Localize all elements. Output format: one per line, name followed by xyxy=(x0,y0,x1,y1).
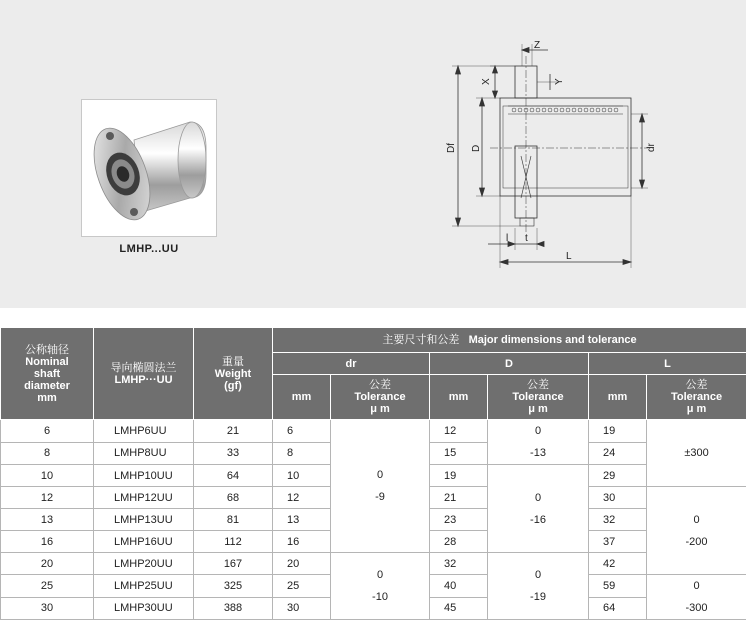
weight-cell: 112 xyxy=(194,531,273,553)
weight-cell: 388 xyxy=(194,597,273,620)
d-tolerance-group1: 0 -13 xyxy=(488,420,589,465)
l-mm-cell: 64 xyxy=(589,597,647,620)
dr-mm-cell: 20 xyxy=(273,553,331,575)
header-model: 导向椭圆法兰 LMHP···UU xyxy=(94,328,194,420)
d-mm-cell: 32 xyxy=(430,553,488,575)
shaft-cell: 8 xyxy=(1,442,94,465)
weight-cell: 325 xyxy=(194,575,273,598)
product-figure-panel xyxy=(0,0,746,308)
header-dr: dr xyxy=(273,353,430,375)
dr-tolerance-group2: 0 -10 xyxy=(331,553,430,620)
product-caption: LMHP...UU xyxy=(119,243,179,255)
dr-mm-cell: 30 xyxy=(273,597,331,620)
d-mm-cell: 45 xyxy=(430,597,488,620)
l-tolerance-group3: 0 -300 xyxy=(647,575,746,620)
dr-mm-cell: 8 xyxy=(273,442,331,465)
dr-mm-cell: 13 xyxy=(273,509,331,531)
model-cell: LMHP10UU xyxy=(94,465,194,487)
header-d-tolerance: 公差 Tolerance μ m xyxy=(488,375,589,420)
model-cell: LMHP13UU xyxy=(94,509,194,531)
dim-label-x: X xyxy=(481,78,492,85)
dim-label-l-small: l xyxy=(506,233,509,244)
shaft-cell: 20 xyxy=(1,553,94,575)
shaft-cell: 6 xyxy=(1,420,94,443)
shaft-cell: 30 xyxy=(1,597,94,620)
header-dr-mm: mm xyxy=(273,375,331,420)
weight-cell: 167 xyxy=(194,553,273,575)
d-mm-cell: 28 xyxy=(430,531,488,553)
shaft-cell: 16 xyxy=(1,531,94,553)
dim-label-l-large: L xyxy=(566,251,572,262)
model-cell: LMHP8UU xyxy=(94,442,194,465)
shaft-cell: 12 xyxy=(1,487,94,509)
dim-label-z: Z xyxy=(534,40,541,51)
model-cell: LMHP16UU xyxy=(94,531,194,553)
header-weight: 重量 Weight (gf) xyxy=(194,328,273,420)
dim-label-dr: dr xyxy=(646,143,657,152)
header-l: L xyxy=(589,353,746,375)
header-dr-tolerance: 公差 Tolerance μ m xyxy=(331,375,430,420)
d-mm-cell: 21 xyxy=(430,487,488,509)
header-l-mm: mm xyxy=(589,375,647,420)
l-mm-cell: 42 xyxy=(589,553,647,575)
l-mm-cell: 29 xyxy=(589,465,647,487)
model-cell: LMHP6UU xyxy=(94,420,194,443)
l-mm-cell: 59 xyxy=(589,575,647,598)
l-mm-cell: 19 xyxy=(589,420,647,443)
weight-cell: 68 xyxy=(194,487,273,509)
l-mm-cell: 32 xyxy=(589,509,647,531)
shaft-cell: 25 xyxy=(1,575,94,598)
dim-label-df: Df xyxy=(446,143,457,153)
dr-tolerance-group1: 0 -9 xyxy=(331,420,430,553)
l-tolerance-group2: 0 -200 xyxy=(647,487,746,575)
dr-mm-cell: 10 xyxy=(273,465,331,487)
table-row xyxy=(1,553,746,575)
l-mm-cell: 37 xyxy=(589,531,647,553)
weight-cell: 64 xyxy=(194,465,273,487)
header-major-dimensions: 主要尺寸和公差 Major dimensions and tolerance xyxy=(273,328,746,353)
header-d: D xyxy=(430,353,589,375)
product-photo xyxy=(81,99,217,237)
shaft-cell: 10 xyxy=(1,465,94,487)
d-tolerance-group3: 0 -19 xyxy=(488,553,589,620)
dr-mm-cell: 25 xyxy=(273,575,331,598)
l-mm-cell: 30 xyxy=(589,487,647,509)
dr-mm-cell: 12 xyxy=(273,487,331,509)
d-mm-cell: 15 xyxy=(430,442,488,465)
header-shaft-diameter: 公称轴径 Nominal shaft diameter mm xyxy=(1,328,94,420)
technical-drawing xyxy=(430,28,680,273)
dim-label-t: t xyxy=(525,233,528,244)
model-cell: LMHP12UU xyxy=(94,487,194,509)
table-row xyxy=(1,420,746,443)
model-cell: LMHP20UU xyxy=(94,553,194,575)
model-cell: LMHP30UU xyxy=(94,597,194,620)
dr-mm-cell: 6 xyxy=(273,420,331,443)
d-mm-cell: 23 xyxy=(430,509,488,531)
d-tolerance-group2: 0 -16 xyxy=(488,465,589,553)
header-d-mm: mm xyxy=(430,375,488,420)
model-cell: LMHP25UU xyxy=(94,575,194,598)
weight-cell: 21 xyxy=(194,420,273,443)
d-mm-cell: 12 xyxy=(430,420,488,443)
dim-label-d: D xyxy=(471,144,482,152)
shaft-cell: 13 xyxy=(1,509,94,531)
l-mm-cell: 24 xyxy=(589,442,647,465)
weight-cell: 81 xyxy=(194,509,273,531)
header-l-tolerance: 公差 Tolerance μ m xyxy=(647,375,746,420)
d-mm-cell: 19 xyxy=(430,465,488,487)
linear-bearing-flange-image xyxy=(82,100,216,236)
weight-cell: 33 xyxy=(194,442,273,465)
dim-label-y: Y xyxy=(554,78,565,85)
l-tolerance-group1: ±300 xyxy=(647,420,746,487)
d-mm-cell: 40 xyxy=(430,575,488,598)
dr-mm-cell: 16 xyxy=(273,531,331,553)
specification-table xyxy=(0,327,746,620)
